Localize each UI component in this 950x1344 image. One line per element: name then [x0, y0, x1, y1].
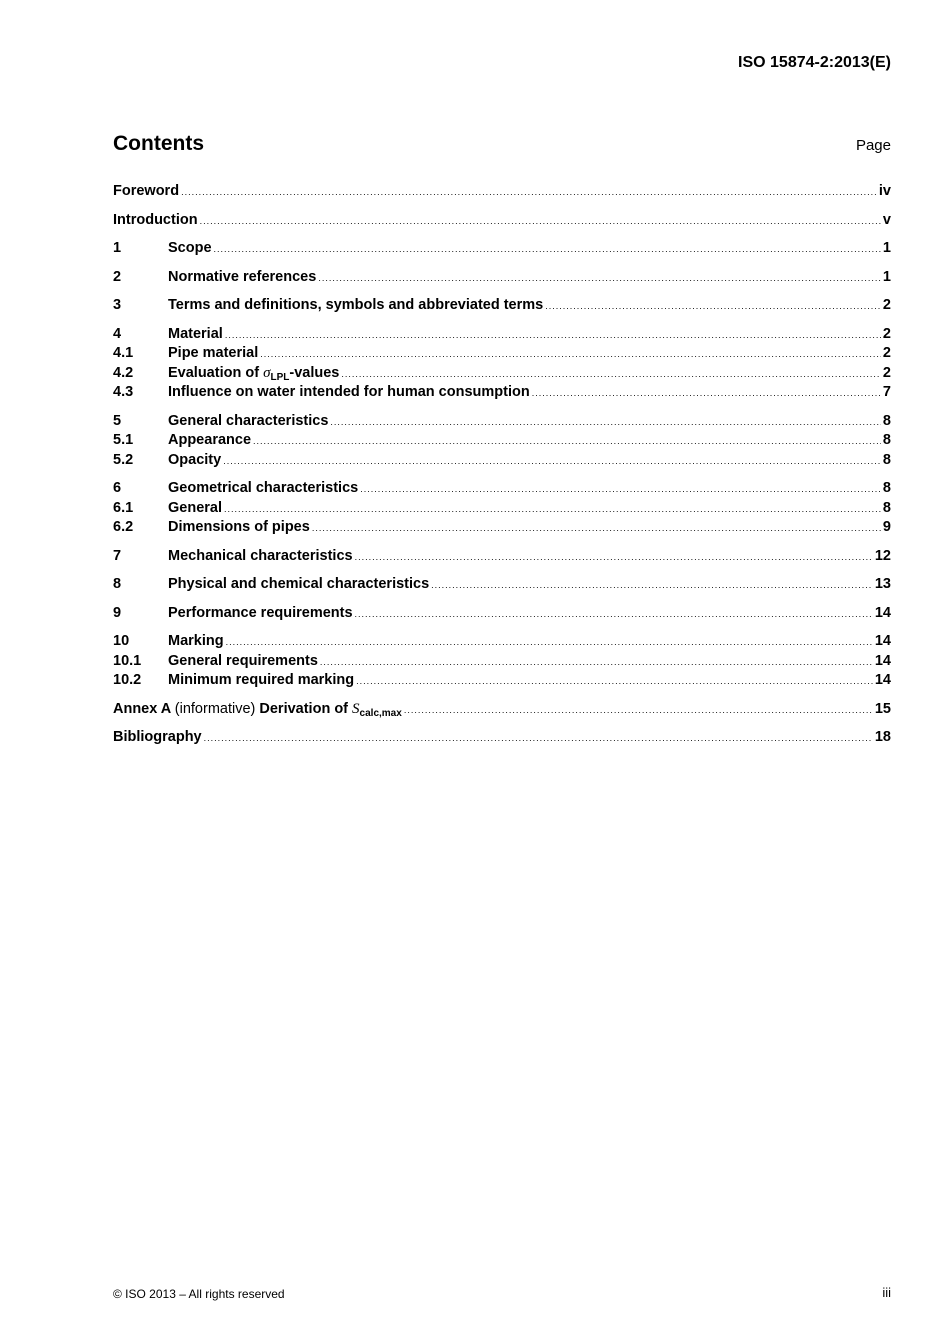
- toc-entry-title: Foreword: [113, 183, 180, 199]
- toc-entry-number: 7: [113, 547, 122, 564]
- toc-entry-physical-and-chemical[interactable]: [113, 576, 891, 596]
- toc-entry-number: 5: [113, 412, 122, 429]
- dot-leader: [253, 436, 881, 446]
- toc-entry-mechanical-characteristics[interactable]: [113, 548, 891, 568]
- toc-entry-material[interactable]: [113, 326, 891, 346]
- contents-header: [113, 132, 891, 156]
- dot-leader: [532, 388, 881, 398]
- toc-entry-number: 4: [113, 325, 122, 342]
- toc-entry-page: 9: [882, 519, 891, 535]
- toc-entry-marking[interactable]: [113, 633, 891, 653]
- toc-entry-number: 8: [113, 576, 122, 592]
- toc-entry-page: 2: [882, 325, 891, 342]
- toc-entry-number: 4.1: [113, 345, 134, 361]
- toc-entry-page: 15: [874, 700, 891, 717]
- toc-group: [113, 326, 891, 404]
- toc-entry-title: Terms and definitions, symbols and abbreviated terms: [168, 297, 544, 313]
- toc-entry-page: 8: [882, 451, 891, 468]
- toc-entry-page: 7: [882, 384, 891, 400]
- toc-entry-minimum-required-marking[interactable]: [113, 672, 891, 692]
- dot-leader: [431, 580, 873, 590]
- toc-entry-title: Mechanical characteristics: [168, 547, 353, 564]
- toc-entry-normative-references[interactable]: [113, 269, 891, 289]
- toc-entry-title: Minimum required marking: [168, 672, 355, 688]
- toc-group: [113, 605, 891, 625]
- toc-entry-general-characteristics[interactable]: [113, 413, 891, 433]
- toc-entry-number: 4.2: [113, 364, 134, 381]
- toc-entry-number: 10.1: [113, 652, 142, 669]
- annex-label: Annex A: [113, 700, 171, 717]
- toc-entry-number: 10: [113, 633, 130, 649]
- dot-leader: [204, 733, 873, 743]
- toc-group: [113, 633, 891, 692]
- s-symbol: S: [352, 700, 360, 717]
- toc-entry-page: 13: [874, 576, 891, 592]
- toc-entry-page: 2: [882, 297, 891, 313]
- toc-entry-page: 2: [882, 345, 891, 361]
- toc-group: [113, 240, 891, 260]
- toc-entry-title: Performance requirements: [168, 604, 353, 621]
- toc-entry-page: v: [882, 211, 891, 228]
- toc-entry-title: Normative references: [168, 268, 317, 285]
- toc-entry-scope[interactable]: [113, 240, 891, 260]
- toc-entry-title-prefix: Evaluation of: [168, 364, 264, 381]
- toc-entry-title: Geometrical characteristics: [168, 480, 359, 496]
- dot-leader: [260, 349, 881, 359]
- toc-entry-appearance[interactable]: [113, 432, 891, 452]
- dot-leader: [545, 301, 881, 311]
- page-column-label: Page: [855, 137, 891, 154]
- toc-entry-geometrical-characteristics[interactable]: [113, 480, 891, 500]
- toc-entry-page: 1: [882, 268, 891, 285]
- toc-entry-number: 10.2: [113, 672, 142, 688]
- toc-entry-number: 6.1: [113, 499, 134, 516]
- toc-entry-title-suffix: -values: [289, 364, 340, 381]
- toc-entry-bibliography[interactable]: [113, 729, 891, 749]
- toc-entry-title: Material: [168, 325, 223, 342]
- toc-entry-title: Bibliography: [113, 729, 202, 745]
- dot-leader: [225, 330, 881, 340]
- toc-entry-title: Scope: [168, 240, 212, 256]
- dot-leader: [360, 484, 881, 494]
- toc-entry-dimensions-of-pipes[interactable]: [113, 519, 891, 539]
- toc-entry-page: 12: [874, 547, 891, 564]
- toc-entry-foreword[interactable]: [113, 183, 891, 203]
- toc-entry-title: Appearance: [168, 432, 252, 448]
- dot-leader: [223, 456, 881, 466]
- dot-leader: [341, 369, 881, 379]
- toc-entry-general[interactable]: [113, 500, 891, 520]
- dot-leader: [404, 705, 873, 715]
- toc-entry-title: Influence on water intended for human consumption: [168, 384, 530, 400]
- toc-entry-title: Physical and chemical characteristics: [168, 576, 430, 592]
- toc-entry-page: 14: [874, 672, 891, 688]
- toc-group: [113, 269, 891, 289]
- toc-group: [113, 548, 891, 568]
- document-id: ISO 15874-2:2013(E): [738, 54, 891, 71]
- dot-leader: [355, 552, 873, 562]
- toc-entry-number: 9: [113, 604, 122, 621]
- toc-entry-number: 2: [113, 268, 122, 285]
- toc-entry-number: 6.2: [113, 519, 134, 535]
- toc-entry-title-prefix: Derivation of: [259, 700, 353, 717]
- copyright-notice: © ISO 2013 – All rights reserved: [113, 1287, 285, 1301]
- toc-entry-evaluation-of-sigma-lpl[interactable]: [113, 365, 891, 385]
- toc-entry-title: Opacity: [168, 451, 222, 468]
- toc-entry-pipe-material[interactable]: [113, 345, 891, 365]
- dot-leader: [318, 273, 881, 283]
- dot-leader: [181, 187, 877, 197]
- toc-entry-performance-requirements[interactable]: [113, 605, 891, 625]
- dot-leader: [224, 504, 881, 514]
- table-of-contents: [113, 183, 891, 758]
- toc-entry-title: General: [168, 499, 222, 516]
- toc-entry-influence-on-water[interactable]: [113, 384, 891, 404]
- dot-leader: [355, 609, 873, 619]
- toc-entry-page: 8: [882, 412, 891, 429]
- toc-entry-title: Dimensions of pipes: [168, 519, 310, 535]
- symbol-subscript: LPL: [270, 371, 290, 383]
- dot-leader: [200, 216, 881, 226]
- toc-entry-page: 8: [882, 480, 891, 496]
- dot-leader: [356, 676, 873, 686]
- toc-group: [113, 729, 891, 749]
- toc-entry-page: 8: [882, 432, 891, 448]
- toc-entry-title: Marking: [168, 633, 224, 649]
- toc-entry-title: Introduction: [113, 211, 198, 228]
- toc-entry-number: 4.3: [113, 384, 134, 400]
- symbol-subscript: calc,max: [359, 707, 402, 719]
- toc-group: [113, 183, 891, 203]
- toc-entry-terms-and-definitions[interactable]: [113, 297, 891, 317]
- toc-entry-introduction[interactable]: [113, 212, 891, 232]
- page-number: iii: [882, 1285, 891, 1300]
- toc-group: [113, 701, 891, 721]
- toc-entry-general-requirements[interactable]: [113, 653, 891, 673]
- toc-entry-page: iv: [878, 183, 891, 199]
- toc-group: [113, 576, 891, 596]
- toc-entry-page: 14: [874, 604, 891, 621]
- toc-entry-title: General requirements: [168, 652, 318, 669]
- annex-note: (informative): [174, 700, 256, 717]
- toc-entry-number: 6: [113, 480, 122, 496]
- toc-entry-number: 3: [113, 297, 122, 313]
- toc-entry-page: 2: [882, 364, 891, 381]
- toc-group: [113, 212, 891, 232]
- toc-entry-number: 5.2: [113, 451, 134, 468]
- toc-entry-page: 14: [874, 633, 891, 649]
- toc-entry-page: 1: [882, 240, 891, 256]
- toc-entry-number: 1: [113, 240, 122, 256]
- toc-entry-title: Pipe material: [168, 345, 259, 361]
- sigma-symbol: σ: [263, 364, 271, 381]
- dot-leader: [320, 657, 873, 667]
- toc-group: [113, 480, 891, 539]
- toc-group: [113, 413, 891, 472]
- toc-entry-page: 8: [882, 499, 891, 516]
- toc-entry-annex-a[interactable]: [113, 701, 891, 721]
- toc-entry-title: [168, 365, 339, 383]
- dot-leader: [330, 417, 881, 427]
- dot-leader: [226, 637, 873, 647]
- toc-entry-number: 5.1: [113, 432, 134, 448]
- contents-title: Contents: [113, 132, 204, 155]
- toc-entry-opacity[interactable]: [113, 452, 891, 472]
- toc-entry-page: 14: [874, 652, 891, 669]
- toc-group: [113, 297, 891, 317]
- toc-entry-title: General characteristics: [168, 412, 329, 429]
- dot-leader: [214, 244, 881, 254]
- dot-leader: [312, 523, 881, 533]
- toc-entry-page: 18: [874, 729, 891, 745]
- toc-entry-title: [113, 701, 402, 719]
